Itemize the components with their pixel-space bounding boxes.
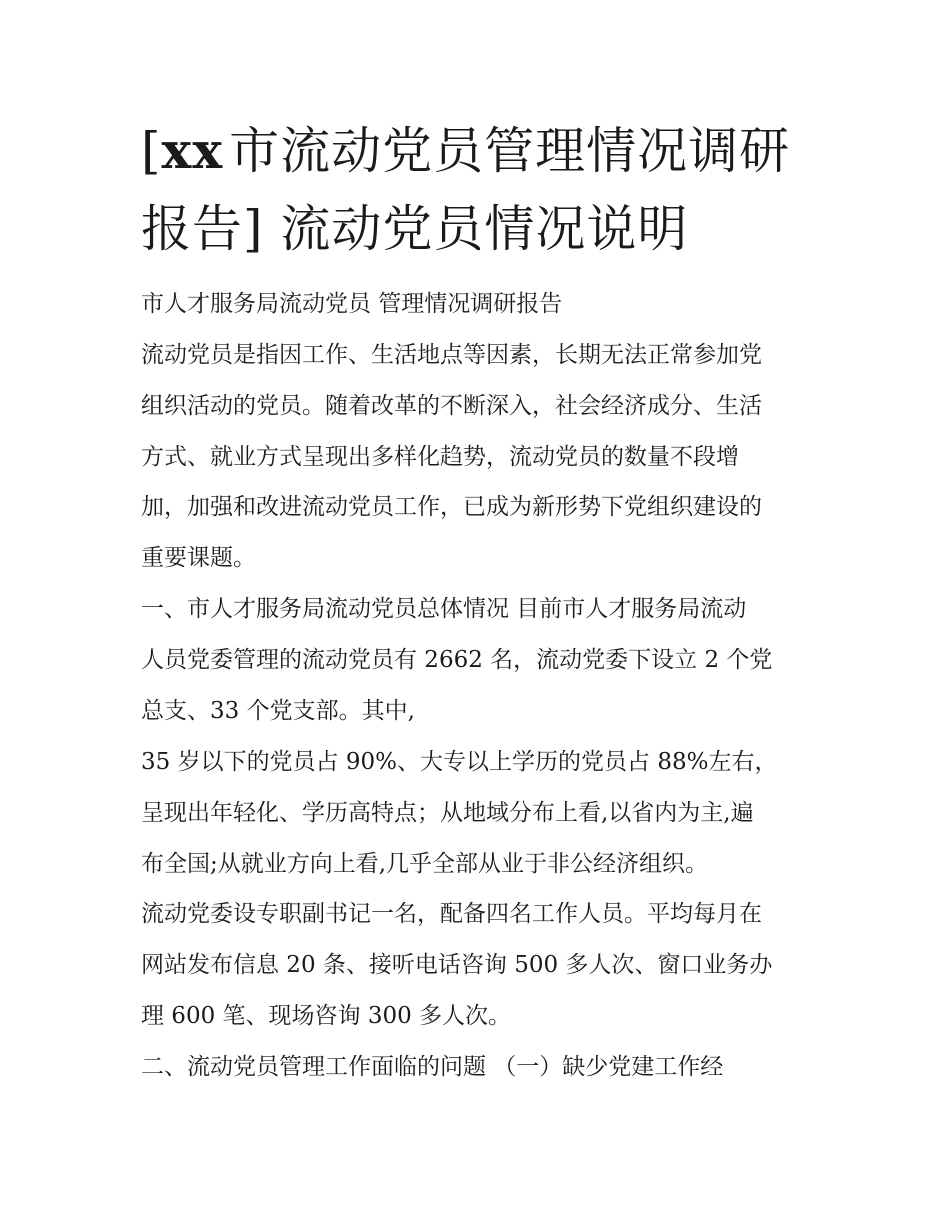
paragraph-line: 加，加强和改进流动党员工作，已成为新形势下党组织建设的: [141, 494, 762, 520]
paragraph-line: 流动党员是指因工作、生活地点等因素，长期无法正常参加党: [141, 342, 762, 368]
paragraph-line: 重要课题。: [141, 545, 256, 571]
section-heading-line: 二、流动党员管理工作面临的问题 （一）缺少党建工作经: [141, 1054, 724, 1080]
paragraph-line: 布全国;从就业方向上看,几乎全部从业于非公经济组织。: [141, 851, 709, 877]
title-bracket-open: [: [141, 122, 162, 180]
paragraph-line: 理 600 笔、现场咨询 300 多人次。: [141, 1003, 512, 1029]
paragraph-line: 网站发布信息 20 条、接听电话咨询 500 多人次、窗口业务办: [141, 952, 773, 978]
paragraph-line: 呈现出年轻化、学历高特点；从地域分布上看,以省内为主,遍: [141, 800, 754, 826]
paragraph-line: 人员党委管理的流动党员有 2662 名，流动党委下设立 2 个党: [141, 647, 773, 673]
title-line1-text: 市流动党员管理情况调研: [229, 122, 791, 180]
section-heading-line: 一、市人才服务局流动党员总体情况 目前市人才服务局流动: [141, 596, 747, 622]
paragraph-line: 方式、就业方式呈现出多样化趋势，流动党员的数量不段增: [141, 444, 739, 470]
title-latin-prefix: xx: [161, 121, 224, 180]
paragraph-line: 总支、33 个党支部。其中,: [141, 698, 415, 724]
paragraph-line: 组织活动的党员。随着改革的不断深入，社会经济成分、生活: [141, 393, 762, 419]
paragraph-line: 35 岁以下的党员占 90%、大专以上学历的党员占 88%左右，: [141, 749, 778, 775]
title-line2-text: 报告] 流动党员情况说明: [141, 200, 689, 258]
document-title: [141, 112, 821, 268]
subtitle-line: 市人才服务局流动党员 管理情况调研报告: [141, 291, 563, 317]
paragraph-line: 流动党委设专职副书记一名，配备四名工作人员。平均每月在: [141, 901, 762, 927]
